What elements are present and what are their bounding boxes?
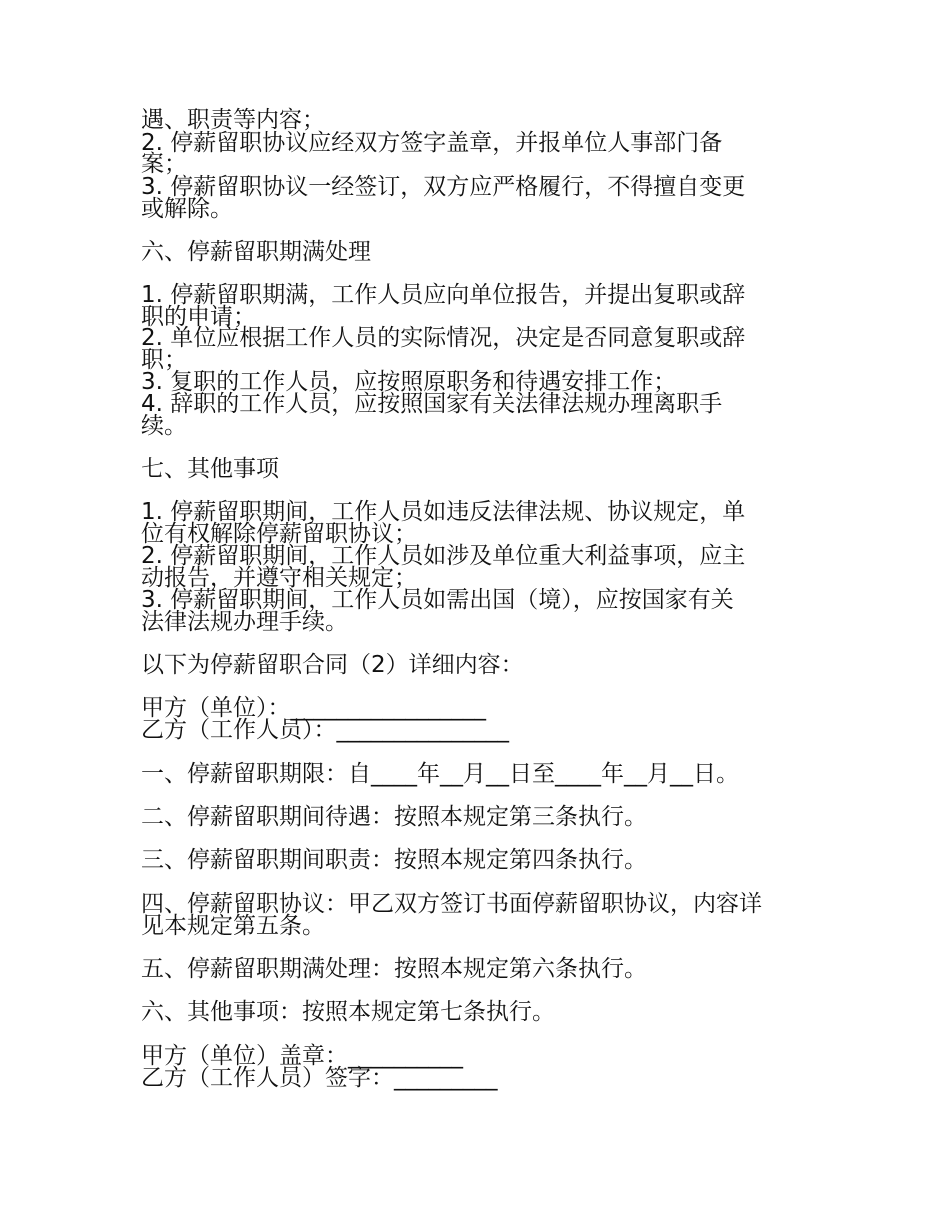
text-line: 遇、职责等内容；	[141, 107, 325, 133]
text-line: 位有权解除停薪留职协议；	[141, 521, 417, 547]
clause-line: 一、停薪留职期限：自____年__月__日至____年__月__日。	[141, 761, 739, 787]
text-line: 2. 停薪留职期间，工作人员如涉及单位重大利益事项，应主	[141, 543, 746, 569]
clause-line: 五、停薪留职期满处理：按照本规定第六条执行。	[141, 956, 647, 982]
text-line: 1. 停薪留职期间，工作人员如违反法律法规、协议规定，单	[141, 499, 746, 525]
text-line: 续。	[141, 413, 187, 439]
clause-line: 四、停薪留职协议：甲乙双方签订书面停薪留职协议，内容详	[141, 891, 762, 917]
party-b-sign-line: 乙方（工作人员）签字：_________	[141, 1065, 498, 1091]
clause-line: 见本规定第五条。	[141, 913, 325, 939]
contract-intro: 以下为停薪留职合同（2）详细内容：	[141, 652, 524, 678]
text-line: 动报告，并遵守相关规定；	[141, 565, 417, 591]
section-heading: 六、停薪留职期满处理	[141, 239, 371, 265]
text-line: 职；	[141, 347, 187, 373]
text-line: 3. 停薪留职协议一经签订，双方应严格履行，不得擅自变更	[141, 174, 746, 200]
clause-line: 三、停薪留职期间职责：按照本规定第四条执行。	[141, 847, 647, 873]
text-line: 1. 停薪留职期满，工作人员应向单位报告，并提出复职或辞	[141, 282, 746, 308]
clause-line: 二、停薪留职期间待遇：按照本规定第三条执行。	[141, 804, 647, 830]
text-line: 或解除。	[141, 196, 233, 222]
clause-line: 六、其他事项：按照本规定第七条执行。	[141, 999, 555, 1025]
text-line: 2. 停薪留职协议应经双方签字盖章，并报单位人事部门备	[141, 130, 723, 156]
text-line: 2. 单位应根据工作人员的实际情况，决定是否同意复职或辞	[141, 325, 746, 351]
section-heading: 七、其他事项	[141, 456, 279, 482]
text-line: 4. 辞职的工作人员，应按照国家有关法律法规办理离职手	[141, 391, 723, 417]
party-a-line: 甲方（单位）：_________________	[141, 695, 486, 721]
text-line: 案；	[141, 151, 187, 177]
text-line: 3. 复职的工作人员，应按照原职务和待遇安排工作；	[141, 369, 677, 395]
text-line: 职的申请；	[141, 304, 256, 330]
text-line: 法律法规办理手续。	[141, 609, 348, 635]
text-line: 3. 停薪留职期间，工作人员如需出国（境），应按国家有关	[141, 587, 734, 613]
party-a-seal-line: 甲方（单位）盖章：__________	[141, 1043, 463, 1069]
party-b-line: 乙方（工作人员）：_______________	[141, 717, 509, 743]
